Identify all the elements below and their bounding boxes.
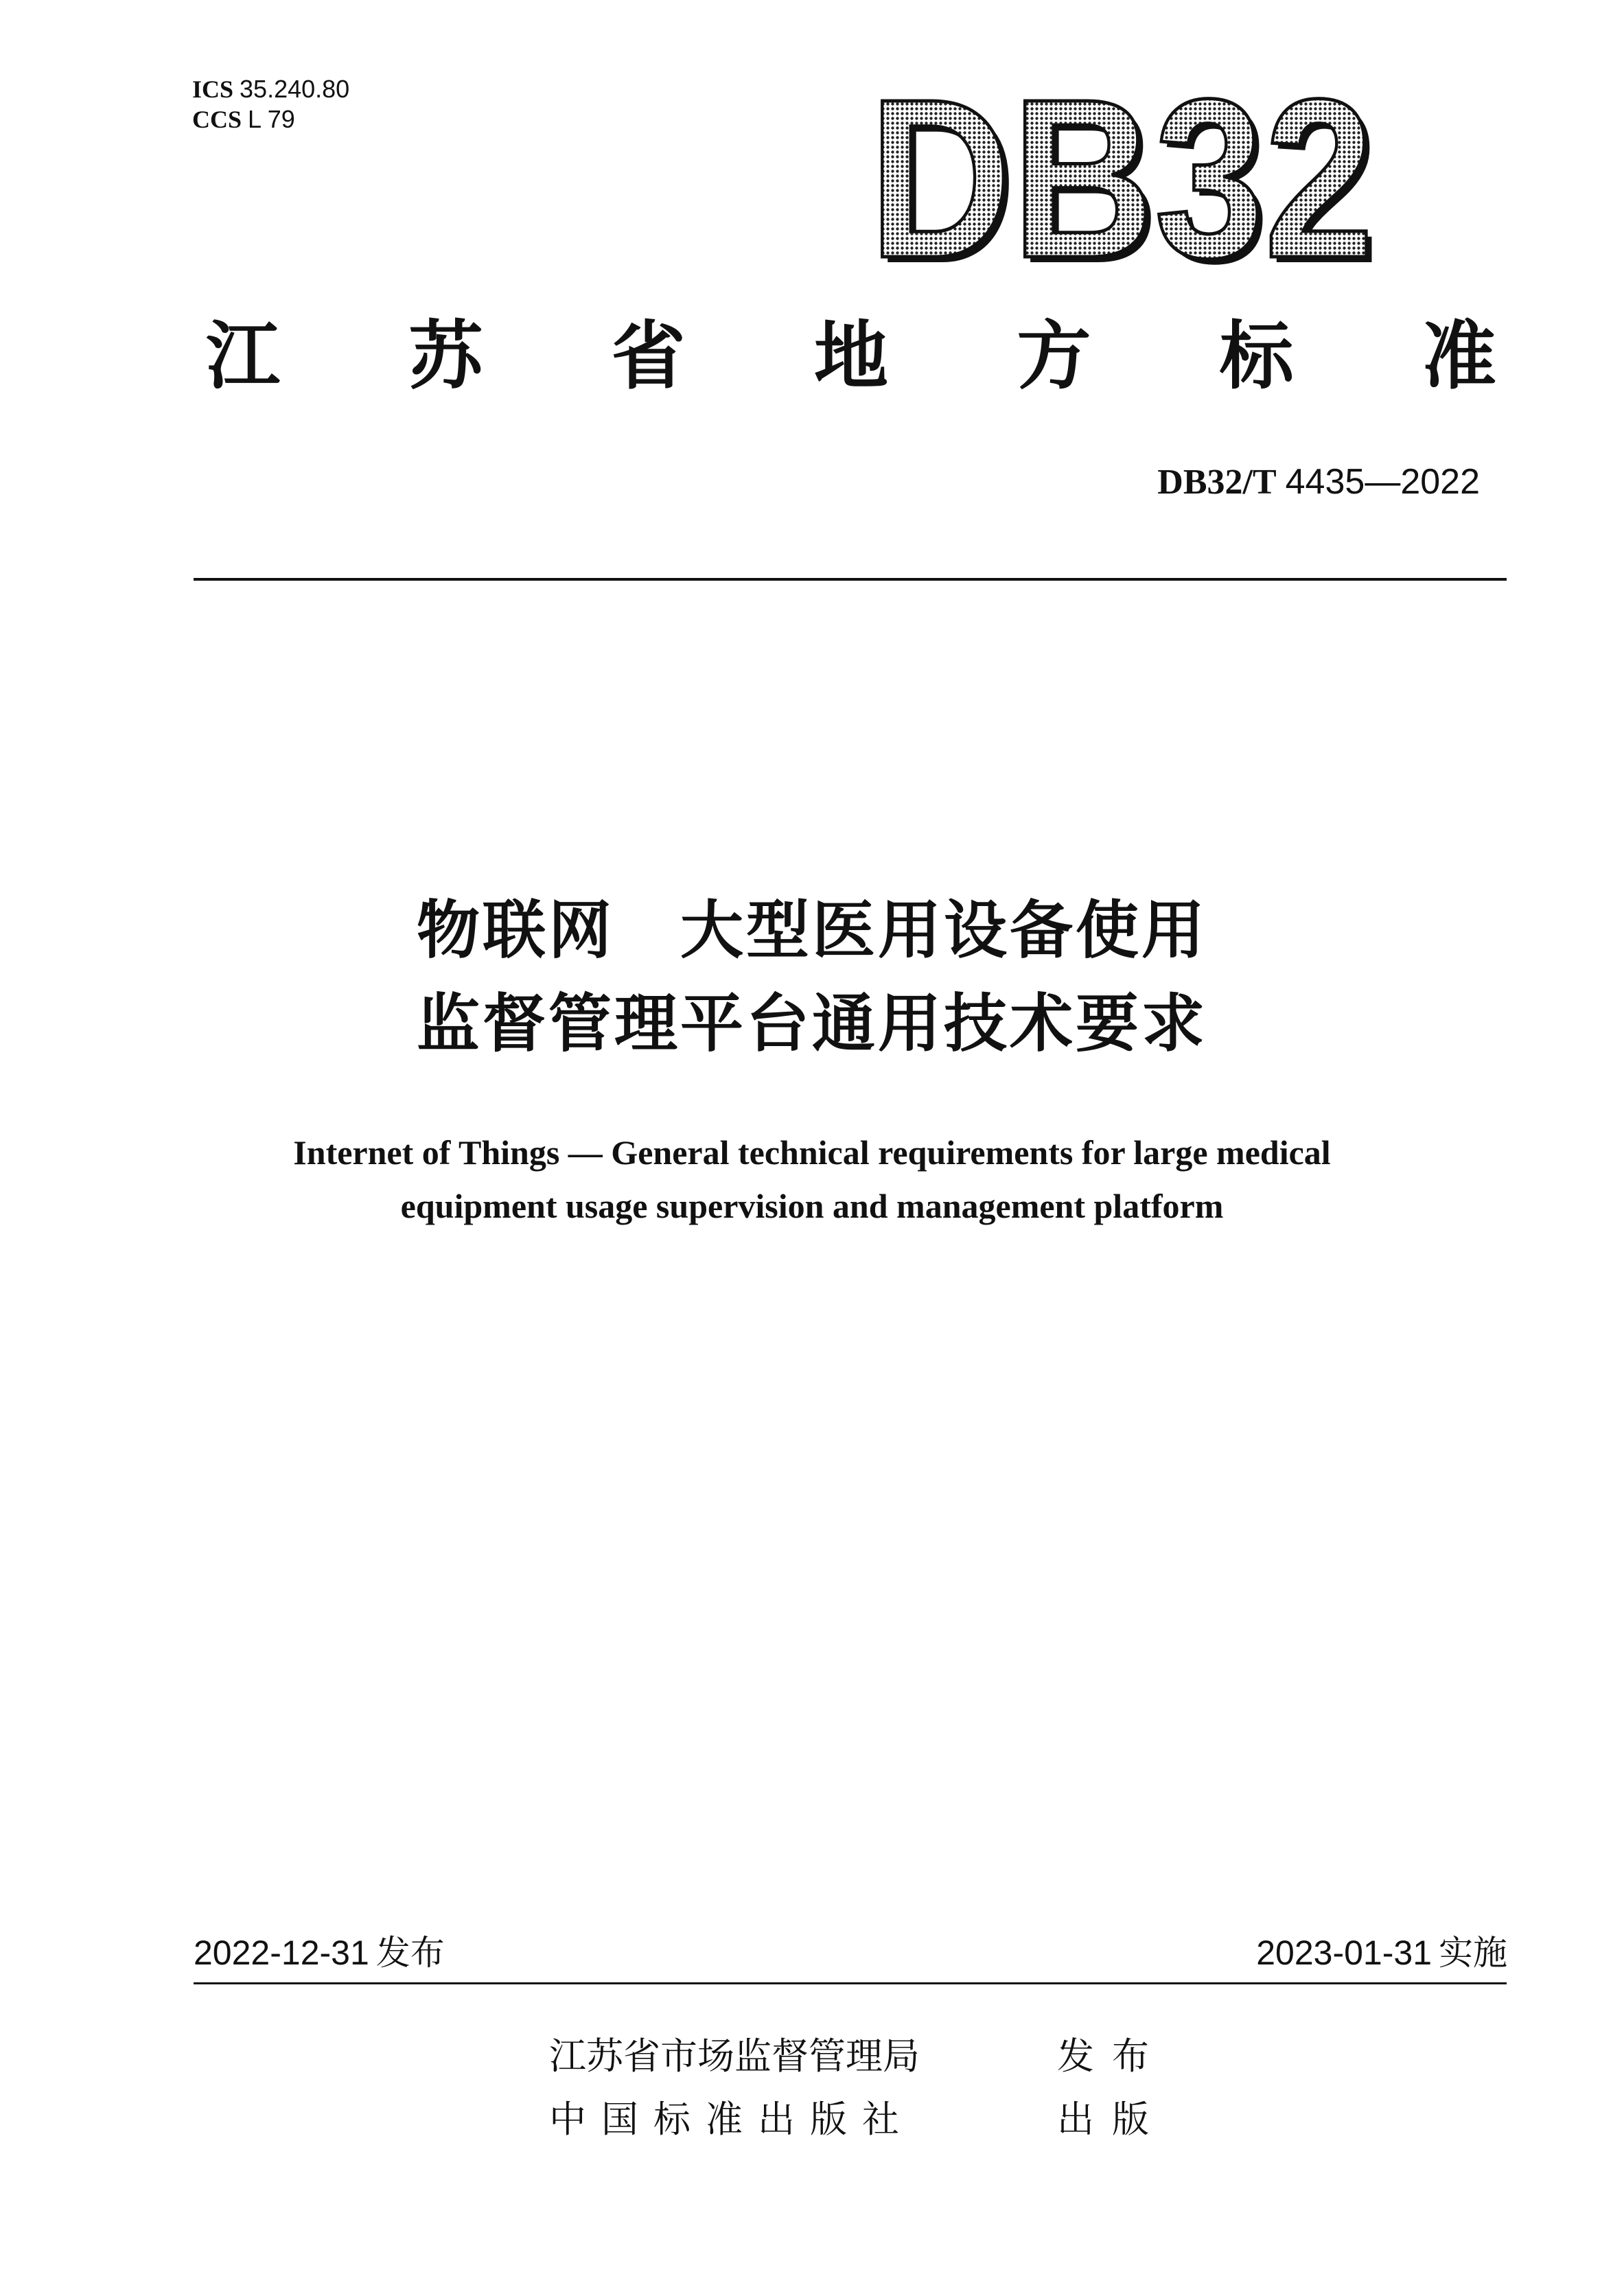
ccs-value: L 79 [248,105,295,133]
publisher-row [549,2025,1167,2088]
standard-type-char: 准 [1422,314,1496,399]
standard-type-char: 苏 [408,314,483,399]
ccs-label: CCS [192,106,242,133]
publisher-action: 发布 [1057,2034,1167,2078]
standard-number-value: 4435—2022 [1285,462,1480,502]
effective-date-word: 实施 [1439,1933,1507,1973]
publisher-action: 出版 [1057,2098,1167,2141]
release-date-word: 发布 [375,1933,445,1973]
header-divider [194,578,1507,581]
footer-divider [194,1982,1507,1984]
standard-number-prefix: DB32/T [1157,463,1277,502]
ics-value: 35.240.80 [240,75,350,103]
classification-codes [192,74,349,135]
db32-logo [866,82,1388,275]
release-date [194,1932,445,1973]
title-chinese [0,884,1624,1071]
db32-logo-text: DB32 [869,82,1374,275]
title-chinese-line-1: 物联网 大型医用设备使用 [416,894,1207,967]
effective-date-value: 2023-01-31 [1256,1934,1432,1972]
standard-type-char: 地 [813,314,888,399]
publisher-row [549,2088,1167,2151]
effective-date [1256,1932,1507,1973]
standard-type-heading [206,316,1496,398]
publisher-org: 江苏省市场监督管理局 [549,2034,920,2078]
ccs-code [192,104,349,135]
title-english [0,1126,1624,1233]
standard-type-char: 江 [206,314,281,399]
title-english-line-1: Internet of Things — General technical requirements for large medical [293,1133,1331,1172]
release-date-value: 2022-12-31 [194,1934,369,1972]
standard-number [1157,461,1480,503]
publisher-org: 中国标准出版社 [549,2098,914,2141]
publishers [549,2025,1167,2151]
standard-type-char: 标 [1219,314,1294,399]
ics-label: ICS [192,76,234,103]
title-chinese-line-2: 监督管理平台通用技术要求 [416,987,1207,1060]
ics-code [192,74,349,104]
svg-text:DB32: DB32 [874,82,1380,275]
title-english-line-2: equipment usage supervision and management platform [400,1187,1224,1225]
standard-type-char: 方 [1017,314,1091,399]
standard-type-char: 省 [611,314,686,399]
